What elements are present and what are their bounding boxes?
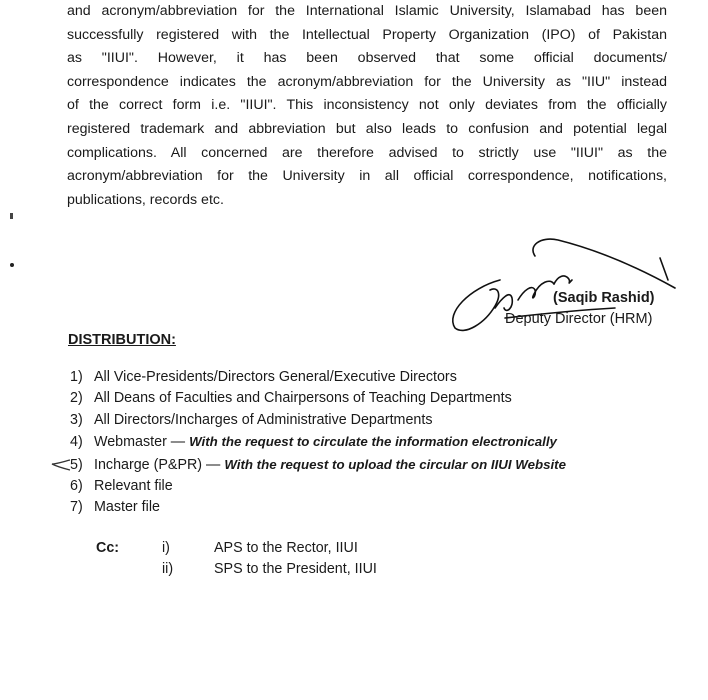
paragraph-line: complications. All concerned are therefore advised to strictly use "IIUI" as the xyxy=(67,144,667,161)
list-item-number: 4) xyxy=(70,434,83,451)
list-item-number: 5) xyxy=(70,456,83,473)
list-item-text: All Vice-Presidents/Directors General/Executive Directors xyxy=(94,369,457,385)
list-item-text: Incharge (P&PR) — xyxy=(94,456,225,473)
list-item xyxy=(70,476,566,497)
paragraph-line: successfully registered with the Intellectual Property Organization (IPO) of Pakistan xyxy=(67,26,667,43)
distribution-heading: DISTRIBUTION: xyxy=(68,332,176,348)
cc-recipients xyxy=(214,538,377,580)
paragraph-line: publications, records etc. xyxy=(67,191,224,208)
list-item-number: 7) xyxy=(70,499,83,516)
cc-item-text: APS to the Rector, IIUI xyxy=(214,540,358,556)
paragraph-line: of the correct form i.e. "IIUI". This inconsistency not only deviates from the officially xyxy=(67,97,667,114)
circular-body-paragraph xyxy=(67,0,667,212)
list-item xyxy=(70,388,566,409)
list-item-note: With the request to upload the circular on IIUI Website xyxy=(224,456,567,472)
paragraph-line: and acronym/abbreviation for the International Islamic University, Islamabad has been xyxy=(67,3,667,19)
list-item-text: Relevant file xyxy=(94,478,173,495)
distribution-list xyxy=(70,367,566,519)
list-item-number: 3) xyxy=(70,411,83,428)
handwritten-tick-mark xyxy=(50,456,72,472)
cc-numbers xyxy=(162,538,173,580)
list-item-number: 1) xyxy=(70,369,83,385)
signatory-designation: Deputy Director (HRM) xyxy=(505,311,653,327)
list-item xyxy=(70,410,566,431)
cc-item-text: SPS to the President, IIUI xyxy=(214,561,377,577)
cc-item-number: ii) xyxy=(162,561,174,577)
signatory-name: (Saqib Rashid) xyxy=(553,290,655,306)
list-item xyxy=(70,431,566,453)
list-item-text: Master file xyxy=(94,499,160,516)
cc-item-number: i) xyxy=(162,540,170,556)
list-item-text: All Directors/Incharges of Administrative Departments xyxy=(94,411,433,428)
cc-label: Cc: xyxy=(96,540,120,556)
list-item xyxy=(70,367,566,388)
list-item xyxy=(70,454,566,476)
list-item-note: With the request to circulate the information electronically xyxy=(189,434,557,450)
paragraph-line: acronym/abbreviation for the University in all official correspondence, notifications, xyxy=(67,168,667,185)
list-item-number: 6) xyxy=(70,478,83,495)
margin-speck xyxy=(10,263,14,267)
paragraph-line: as "IIUI". However, it has been observed that some official documents/ xyxy=(67,50,667,67)
margin-speck xyxy=(10,213,13,219)
list-item-text: All Deans of Faculties and Chairpersons of Teaching Departments xyxy=(94,390,512,407)
list-item-number: 2) xyxy=(70,390,83,407)
paragraph-line: registered trademark and abbreviation but also leads to confusion and potential legal xyxy=(67,120,667,137)
list-item xyxy=(70,497,566,518)
paragraph-line: correspondence indicates the acronym/abbreviation for the University as "IIU" instead xyxy=(67,73,667,90)
list-item-text: Webmaster — xyxy=(94,434,190,451)
